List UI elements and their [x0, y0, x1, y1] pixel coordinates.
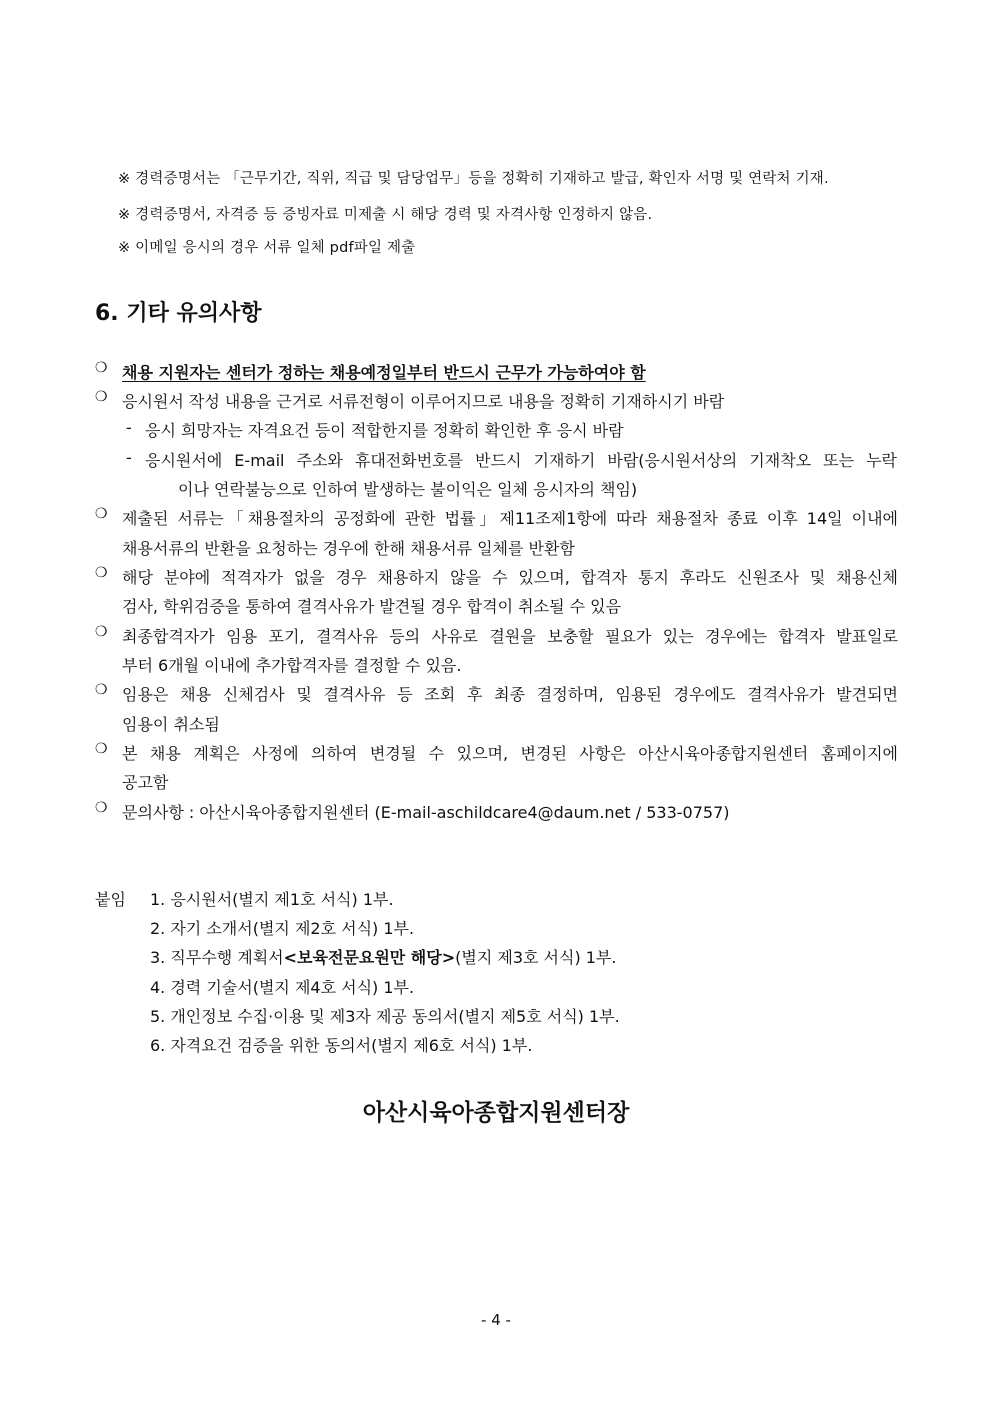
bullet-text: 본 채용 계획은 사정에 의하여 변경될 수 있으며, 변경된 사항은 아산시육아종합지원센터 홈페이지에: [122, 744, 898, 763]
bullet-text: 채용 지원자는 센터가 정하는 채용예정일부터 반드시 근무가 가능하여야 함: [122, 363, 646, 382]
attachment-emphasis: <보육전문요원만 해당>: [283, 948, 456, 967]
bullet-icon: ❍: [95, 389, 108, 405]
attachment-text: (별지 제3호 서식) 1부.: [455, 948, 617, 967]
bullet-text-continued: 부터 6개월 이내에 추가합격자를 결정할 수 있음.: [122, 656, 462, 675]
attachment-item: 2. 자기 소개서(별지 제2호 서식) 1부.: [150, 919, 415, 938]
attachment-item: 1. 응시원서(별지 제1호 서식) 1부.: [150, 890, 394, 909]
section-title: 6. 기타 유의사항: [95, 301, 262, 326]
bullet-icon: ❍: [95, 800, 108, 816]
sub-item-dash: -: [126, 448, 132, 467]
bullet-icon: ❍: [95, 506, 108, 522]
note-evidence-missing: ※ 경력증명서, 자격증 등 증빙자료 미제출 시 해당 경력 및 자격사항 인정하지 않음.: [118, 207, 653, 223]
sub-item-text-continued: 이나 연락불능으로 인하여 발생하는 불이익은 일체 응시자의 책임): [178, 480, 638, 499]
bullet-text-continued: 채용서류의 반환을 요청하는 경우에 한해 채용서류 일체를 반환함: [122, 539, 575, 558]
page-number: - 4 -: [481, 1311, 511, 1329]
attachment-text: 3. 직무수행 계획서: [150, 948, 284, 967]
bullet-icon: ❍: [95, 682, 108, 698]
bullet-text: 응시원서 작성 내용을 근거로 서류전형이 이루어지므로 내용을 정확히 기재하시기 바람: [122, 392, 725, 411]
bullet-text-continued: 공고함: [122, 773, 169, 792]
sub-item-dash: -: [126, 418, 132, 437]
sub-item-text: 응시원서에 E-mail 주소와 휴대전화번호를 반드시 기재하기 바람(응시원서상의 기재착오 또는 누락: [145, 451, 897, 470]
bullet-text: 임용은 채용 신체검사 및 결격사유 등 조회 후 최종 결정하며, 임용된 경우에도 결격사유가 발견되면: [122, 685, 898, 704]
sub-item-text: 응시 희망자는 자격요건 등이 적합한지를 정확히 확인한 후 응시 바람: [145, 421, 624, 440]
attachment-item: 6. 자격요건 검증을 위한 동의서(별지 제6호 서식) 1부.: [150, 1036, 533, 1055]
note-email-pdf: ※ 이메일 응시의 경우 서류 일체 pdf파일 제출: [118, 240, 416, 256]
attachments-label: 붙임: [95, 890, 126, 909]
bullet-text: 최종합격자가 임용 포기, 결격사유 등의 사유로 결원을 보충할 필요가 있는 경우에는 합격자 발표일로: [122, 627, 898, 646]
signature-organization-head: 아산시육아종합지원센터장: [362, 1100, 630, 1126]
attachment-item: 4. 경력 기술서(별지 제4호 서식) 1부.: [150, 978, 415, 997]
attachment-item: [150, 945, 617, 968]
bullet-text: 해당 분야에 적격자가 없을 경우 채용하지 않을 수 있으며, 합격자 통지 후라도 신원조사 및 채용신체: [122, 568, 898, 587]
bullet-icon: ❍: [95, 624, 108, 640]
bullet-text-continued: 임용이 취소됨: [122, 715, 220, 734]
note-career-certificate: ※ 경력증명서는 「근무기간, 직위, 직급 및 담당업무」등을 정확히 기재하고 발급, 확인자 서명 및 연락처 기재.: [118, 171, 829, 187]
bullet-text: 제출된 서류는「채용절차의 공정화에 관한 법률」제11조제1항에 따라 채용절차 종료 이후 14일 이내에: [122, 509, 898, 528]
bullet-text-continued: 검사, 학위검증을 통하여 결격사유가 발견될 경우 합격이 취소될 수 있음: [122, 597, 622, 616]
attachment-item: 5. 개인정보 수집·이용 및 제3자 제공 동의서(별지 제5호 서식) 1부.: [150, 1007, 620, 1026]
contact-info: 문의사항 : 아산시육아종합지원센터 (E-mail-aschildcare4@daum.net / 533-0757): [122, 803, 730, 822]
bullet-icon: ❍: [95, 741, 108, 757]
bullet-icon: ❍: [95, 360, 108, 376]
bullet-icon: ❍: [95, 565, 108, 581]
